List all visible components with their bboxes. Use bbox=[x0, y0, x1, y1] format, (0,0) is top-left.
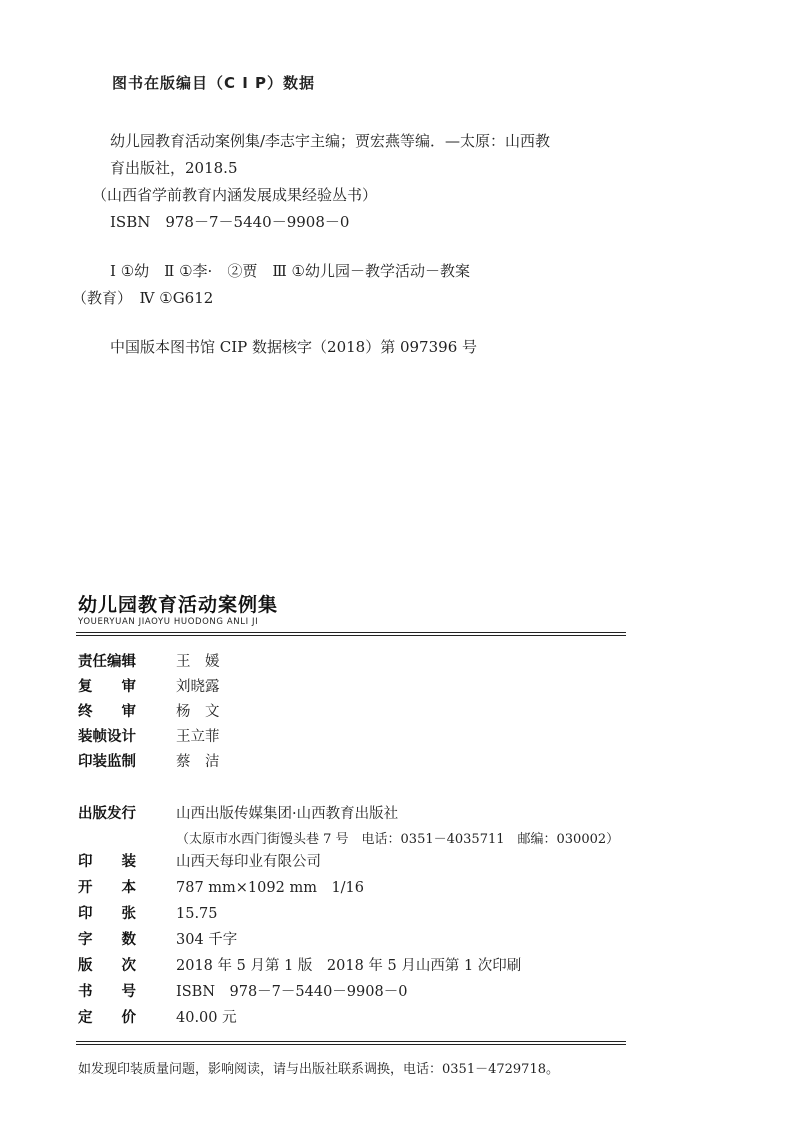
cip-series-line bbox=[82, 182, 640, 209]
pub-label: 印 张 bbox=[78, 906, 136, 922]
footer-rule-top bbox=[76, 1041, 626, 1042]
credit-row bbox=[78, 750, 638, 775]
credit-label: 责任编辑 bbox=[78, 654, 136, 670]
cip-isbn-line: ISBN 978－7－5440－9908－0 bbox=[110, 213, 350, 231]
title-rule-top bbox=[76, 632, 626, 633]
pub-label: 字 数 bbox=[78, 932, 136, 948]
pub-row bbox=[78, 876, 638, 902]
cip-classification-line2: （教育） Ⅳ ①G612 bbox=[72, 289, 214, 307]
credit-label: 装帧设计 bbox=[78, 729, 136, 745]
credit-row bbox=[78, 675, 638, 700]
pub-value: 15.75 bbox=[176, 906, 218, 922]
cip-series-text: （山西省学前教育内涵发展成果经验丛书） bbox=[92, 186, 378, 204]
pub-row bbox=[78, 980, 638, 1006]
credit-label: 复 审 bbox=[78, 679, 136, 695]
publisher-address: （太原市水西门街馒头巷 7 号 电话：0351－4035711 邮编：030002） bbox=[176, 832, 620, 847]
credit-row bbox=[78, 700, 638, 725]
cip-title-line: 幼儿园教育活动案例集/李志宇主编；贾宏燕等编．—太原：山西教 bbox=[110, 132, 551, 150]
credit-value: 王 媛 bbox=[176, 654, 220, 670]
editorial-credits bbox=[78, 650, 638, 775]
cip-publisher-text: 育出版社，2018.5 bbox=[110, 159, 238, 177]
pub-label: 定 价 bbox=[78, 1010, 136, 1026]
cip-record bbox=[72, 128, 640, 361]
pub-row bbox=[78, 954, 638, 980]
pub-value: ISBN 978－7－5440－9908－0 bbox=[176, 984, 408, 1000]
pub-label: 版 次 bbox=[78, 958, 136, 974]
credit-label: 印装监制 bbox=[78, 754, 136, 770]
cip-publisher-line bbox=[82, 155, 640, 182]
publishing-info bbox=[78, 802, 638, 1032]
pub-row bbox=[78, 1006, 638, 1032]
pub-value: 787 mm×1092 mm 1/16 bbox=[176, 880, 365, 896]
pub-value: 山西天每印业有限公司 bbox=[176, 854, 321, 870]
credit-label: 终 审 bbox=[78, 704, 136, 720]
pub-value: 304 千字 bbox=[176, 932, 238, 948]
credit-value: 杨 文 bbox=[176, 704, 220, 720]
publisher-label: 出版发行 bbox=[78, 806, 136, 822]
cip-verification-line: 中国版本图书馆 CIP 数据核字（2018）第 097396 号 bbox=[110, 338, 478, 356]
pub-row bbox=[78, 902, 638, 928]
publisher-value: 山西出版传媒集团·山西教育出版社 bbox=[176, 806, 399, 822]
pub-value: 40.00 元 bbox=[176, 1010, 237, 1026]
book-title: 幼儿园教育活动案例集 bbox=[78, 594, 279, 616]
credit-value: 蔡 洁 bbox=[176, 754, 220, 770]
publisher-row bbox=[78, 802, 638, 828]
pub-value: 2018 年 5 月第 1 版 2018 年 5 月山西第 1 次印刷 bbox=[176, 958, 522, 974]
pub-label: 书 号 bbox=[78, 984, 136, 1000]
pub-label: 印 装 bbox=[78, 854, 136, 870]
pub-row bbox=[78, 928, 638, 954]
cip-classification-line1: Ⅰ ①幼 Ⅱ ①李· ②贾 Ⅲ ①幼儿园－教学活动－教案 bbox=[110, 262, 471, 280]
credit-value: 王立菲 bbox=[176, 729, 220, 745]
book-pinyin-title: YOUERYUAN JIAOYU HUODONG ANLI JI bbox=[78, 617, 259, 627]
quality-notice: 如发现印装质量问题，影响阅读，请与出版社联系调换，电话：0351－4729718。 bbox=[78, 1062, 559, 1077]
title-rule-bottom bbox=[76, 635, 626, 636]
pub-label: 开 本 bbox=[78, 880, 136, 896]
footer-rule-bottom bbox=[76, 1044, 626, 1045]
credit-row bbox=[78, 725, 638, 750]
credit-value: 刘晓露 bbox=[176, 679, 220, 695]
cip-heading: 图书在版编目（C I P）数据 bbox=[112, 74, 316, 92]
pub-row bbox=[78, 850, 638, 876]
credit-row bbox=[78, 650, 638, 675]
